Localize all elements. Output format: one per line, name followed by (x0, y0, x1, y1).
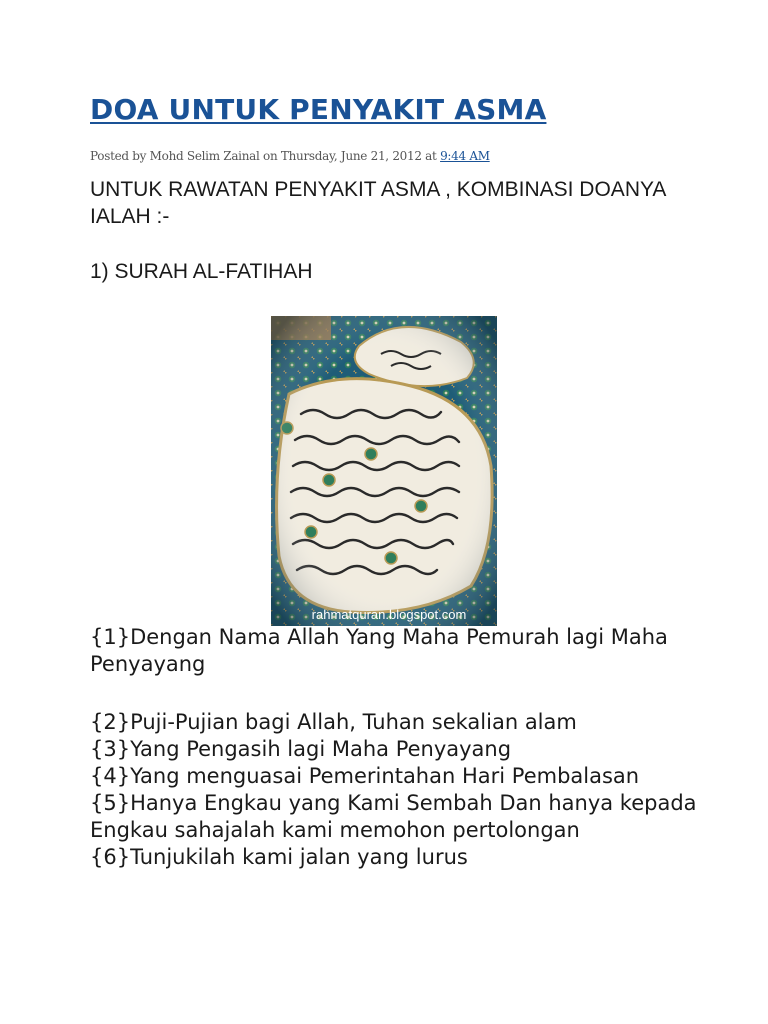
verse-1: {1}Dengan Nama Allah Yang Maha Pemurah lagi Maha Penyayang (90, 625, 668, 676)
verse-5: {5}Hanya Engkau yang Kami Sembah Dan hanya kepada Engkau sahajalah kami memohon pertolongan (90, 791, 697, 842)
surah-heading: 1) SURAH AL-FATIHAH (90, 260, 313, 283)
intro-text: UNTUK RAWATAN PENYAKIT ASMA , KOMBINASI DOANYA IALAH :- (90, 178, 666, 228)
post-time-link[interactable]: 9:44 AM (440, 149, 490, 163)
quran-page-image (271, 316, 497, 626)
post-byline (90, 147, 490, 165)
image-watermark: rahmatquran.blogspot.com (311, 607, 467, 622)
verse-6: {6}Tunjukilah kami jalan yang lurus (90, 845, 468, 869)
byline-text: Posted by Mohd Selim Zainal on Thursday, June 21, 2012 at (90, 149, 441, 163)
post-title[interactable]: DOA UNTUK PENYAKIT ASMA (90, 93, 547, 126)
verse-3: {3}Yang Pengasih lagi Maha Penyayang (90, 737, 512, 761)
verse-4: {4}Yang menguasai Pemerintahan Hari Pembalasan (90, 764, 640, 788)
verse-list (90, 624, 710, 871)
verse-2: {2}Puji-Pujian bagi Allah, Tuhan sekalian alam (90, 710, 577, 734)
